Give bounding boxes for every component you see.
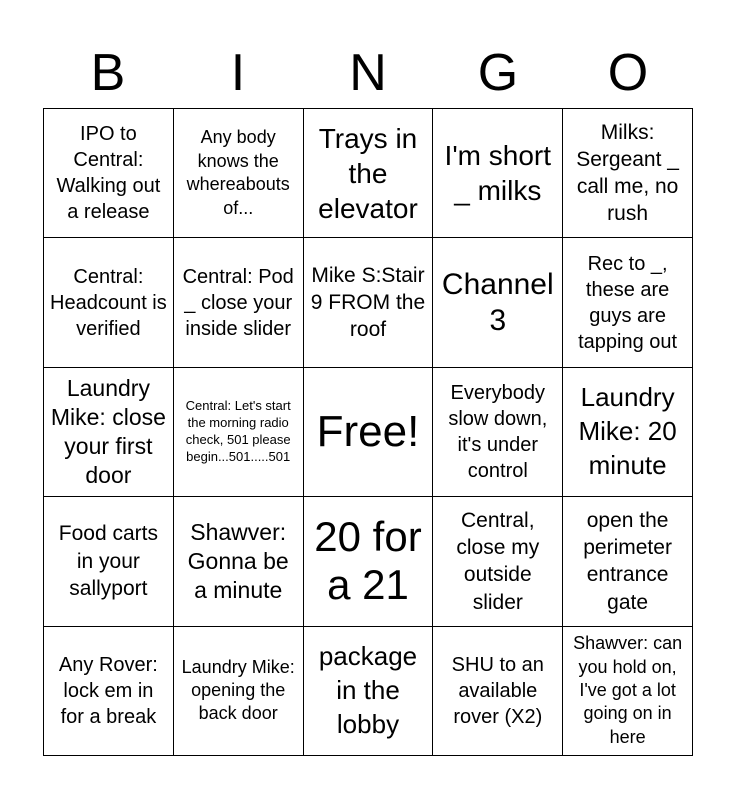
cell-text: Food carts in your sallyport	[58, 522, 158, 601]
bingo-header	[43, 40, 693, 106]
bingo-cell-r1c3[interactable]	[304, 109, 434, 238]
cell-text: Central: Headcount is verified	[50, 265, 167, 340]
bingo-cell-r3c5[interactable]	[563, 368, 693, 497]
bingo-cell-r4c4[interactable]	[433, 497, 563, 626]
bingo-cell-r5c5[interactable]	[563, 627, 693, 756]
cell-text: Milks: Sergeant _ call me, no rush	[576, 120, 679, 226]
bingo-cell-r3c4[interactable]	[433, 368, 563, 497]
bingo-cell-r5c2[interactable]	[174, 627, 304, 756]
cell-text: Trays in the elevator	[318, 122, 418, 224]
bingo-cell-r4c5[interactable]	[563, 497, 693, 626]
cell-text: Laundry Mike: opening the back door	[181, 656, 295, 724]
bingo-cell-r2c4[interactable]	[433, 238, 563, 367]
cell-text: Central: Let's start the morning radio check, 501 please begin...501.....501	[185, 398, 291, 464]
bingo-cell-r1c2[interactable]	[174, 109, 304, 238]
header-letter-g: G	[477, 44, 519, 102]
bingo-cell-r4c2[interactable]	[174, 497, 304, 626]
header-letter-i: I	[230, 44, 246, 102]
bingo-cell-r5c1[interactable]	[44, 627, 174, 756]
cell-text: SHU to an available rover (X2)	[451, 653, 544, 728]
cell-text: Laundry Mike: 20 minute	[578, 382, 677, 480]
header-letter-n: N	[349, 44, 387, 102]
bingo-cell-r3c3[interactable]	[304, 368, 434, 497]
cell-text: open the perimeter entrance gate	[583, 508, 672, 614]
bingo-cell-r4c1[interactable]	[44, 497, 174, 626]
cell-text: Central, close my outside slider	[456, 508, 540, 614]
cell-text: I'm short _ milks	[444, 140, 552, 207]
bingo-cell-r1c1[interactable]	[44, 109, 174, 238]
cell-text: Shawver: Gonna be a minute	[187, 519, 289, 603]
header-letter-o: O	[607, 44, 649, 102]
cell-text: Channel 3	[441, 267, 554, 337]
bingo-cell-r3c2[interactable]	[174, 368, 304, 497]
cell-text: Shawver: can you hold on, I've got a lot going on in here	[573, 633, 683, 747]
bingo-cell-r4c3[interactable]	[304, 497, 434, 626]
header-letter-b: B	[90, 44, 126, 102]
cell-text: Free!	[316, 406, 420, 456]
cell-text: Laundry Mike: close your first door	[50, 375, 166, 488]
bingo-cell-r1c5[interactable]	[563, 109, 693, 238]
cell-text: Rec to _, these are guys are tapping out	[578, 252, 678, 353]
bingo-cell-r2c1[interactable]	[44, 238, 174, 367]
bingo-cell-r3c1[interactable]	[44, 368, 174, 497]
bingo-cell-r2c2[interactable]	[174, 238, 304, 367]
cell-text: 20 for a 21	[314, 513, 422, 609]
bingo-board	[43, 108, 693, 756]
cell-text: Mike S:Stair 9 FROM the roof	[310, 263, 426, 342]
cell-text: Any body knows the whereabouts of...	[186, 127, 290, 218]
cell-text: IPO to Central: Walking out a release	[56, 123, 161, 224]
cell-text: Central: Pod _ close your inside slider	[182, 265, 294, 340]
bingo-cell-r1c4[interactable]	[433, 109, 563, 238]
cell-text: package in the lobby	[318, 641, 418, 739]
bingo-cell-r2c5[interactable]	[563, 238, 693, 367]
cell-text: Everybody slow down, it's under control	[448, 381, 548, 482]
bingo-cell-r5c4[interactable]	[433, 627, 563, 756]
bingo-cell-r5c3[interactable]	[304, 627, 434, 756]
bingo-cell-r2c3[interactable]	[304, 238, 434, 367]
cell-text: Any Rover: lock em in for a break	[58, 653, 158, 728]
